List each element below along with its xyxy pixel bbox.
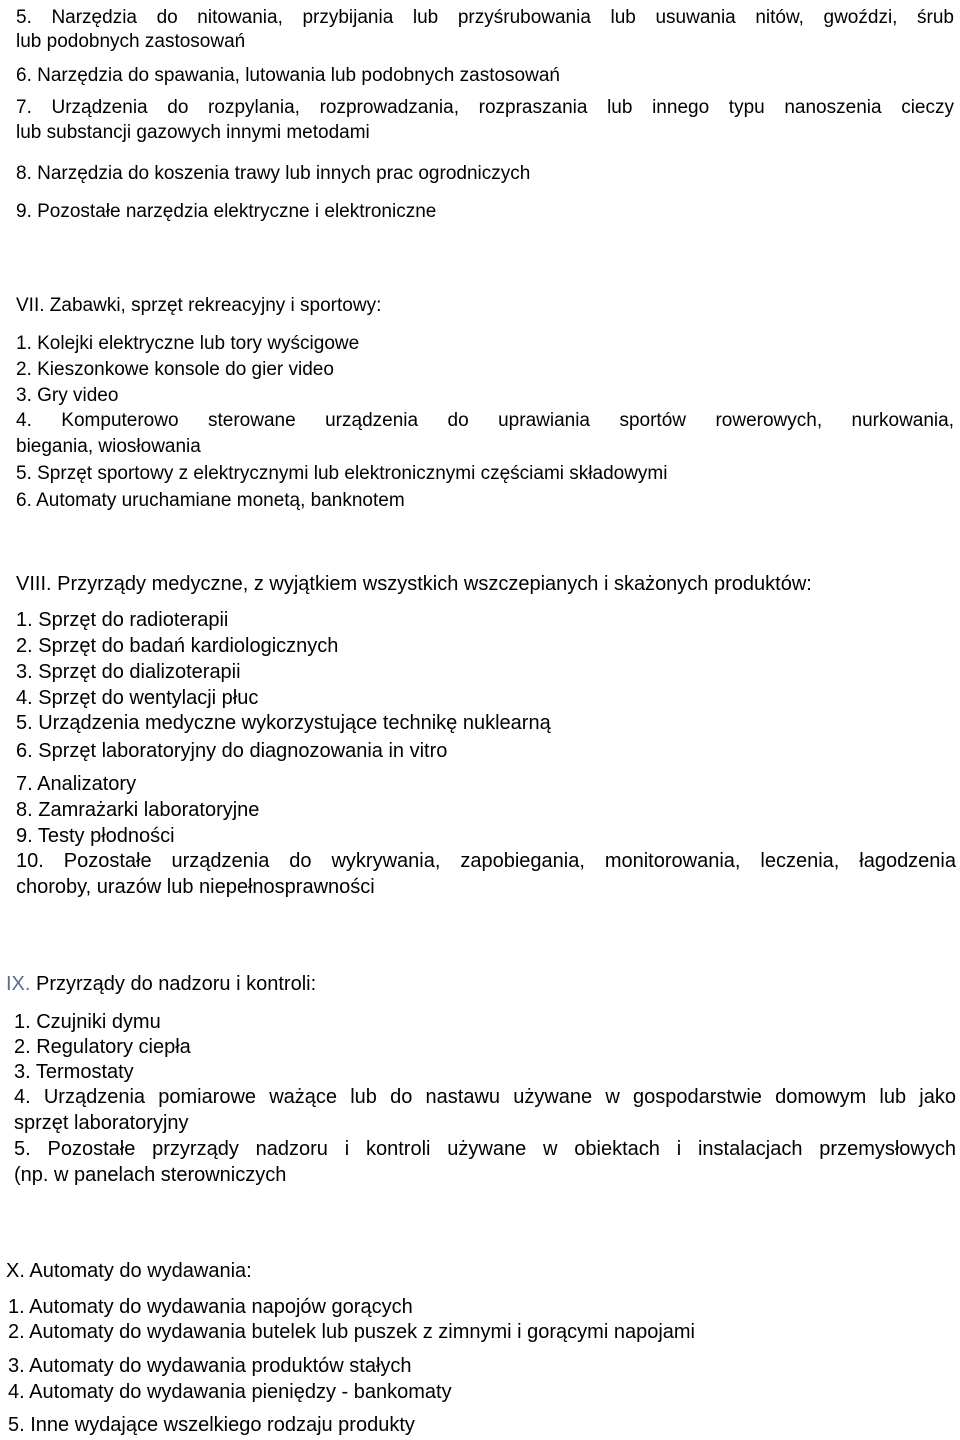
list-item: 5. Narzędzia do nitowania, przybijania lub przyśrubowania lub usuwania nitów, gwoździ, śrub — [16, 7, 954, 28]
list-item: 2. Regulatory ciepła — [14, 1036, 191, 1058]
list-item: 8. Narzędzia do koszenia trawy lub innych prac ogrodniczych — [16, 163, 531, 184]
list-item: lub podobnych zastosowań — [16, 31, 246, 52]
list-item: 7. Analizatory — [16, 773, 137, 795]
list-item: sprzęt laboratoryjny — [14, 1112, 189, 1134]
list-item: 6. Automaty uruchamiane monetą, banknotem — [16, 490, 405, 511]
list-item: lub substancji gazowych innymi metodami — [16, 122, 370, 143]
section-heading — [6, 974, 316, 994]
list-item: 4. Komputerowo sterowane urządzenia do uprawiania sportów rowerowych, nurkowania, — [16, 410, 954, 431]
section-heading: VII. Zabawki, sprzęt rekreacyjny i sportowy: — [16, 295, 382, 316]
list-item: 4. Automaty do wydawania pieniędzy - bankomaty — [8, 1381, 452, 1403]
section-heading: VIII. Przyrządy medyczne, z wyjątkiem wszystkich wszczepianych i skażonych produktów: — [16, 573, 812, 595]
list-item: 2. Kieszonkowe konsole do gier video — [16, 359, 334, 380]
list-item: 1. Kolejki elektryczne lub tory wyścigowe — [16, 333, 360, 354]
list-item: biegania, wiosłowania — [16, 436, 201, 457]
list-item: 6. Narzędzia do spawania, lutowania lub podobnych zastosowań — [16, 65, 560, 86]
list-item: 3. Automaty do wydawania produktów stałych — [8, 1355, 412, 1377]
list-item: (np. w panelach sterowniczych — [14, 1164, 287, 1186]
list-item: 7. Urządzenia do rozpylania, rozprowadzania, rozpraszania lub innego typu nanoszenia cieczy — [16, 97, 954, 118]
list-item: 1. Czujniki dymu — [14, 1011, 161, 1033]
list-item: 3. Termostaty — [14, 1061, 134, 1083]
list-item: 5. Sprzęt sportowy z elektrycznymi lub elektronicznymi częściami składowymi — [16, 463, 668, 484]
list-item: 5. Urządzenia medyczne wykorzystujące technikę nuklearną — [16, 712, 551, 734]
list-item: choroby, urazów lub niepełnosprawności — [16, 876, 375, 898]
section-title: Przyrządy do nadzoru i kontroli: — [36, 973, 317, 995]
list-item: 3. Gry video — [16, 385, 119, 406]
list-item: 5. Inne wydające wszelkiego rodzaju produkty — [8, 1414, 415, 1436]
list-item: 1. Automaty do wydawania napojów gorących — [8, 1296, 413, 1318]
list-item: 2. Automaty do wydawania butelek lub puszek z zimnymi i gorącymi napojami — [8, 1321, 695, 1343]
list-item: 5. Pozostałe przyrządy nadzoru i kontroli używane w obiektach i instalacjach przemysłowych — [14, 1138, 956, 1160]
list-item: 9. Pozostałe narzędzia elektryczne i elektroniczne — [16, 201, 437, 222]
list-item: 4. Urządzenia pomiarowe ważące lub do nastawu używane w gospodarstwie domowym lub jako — [14, 1086, 956, 1108]
list-item: 1. Sprzęt do radioterapii — [16, 609, 229, 631]
list-item: 9. Testy płodności — [16, 825, 175, 847]
list-item: 10. Pozostałe urządzenia do wykrywania, zapobiegania, monitorowania, leczenia, łagodzenia — [16, 850, 956, 872]
list-item: 2. Sprzęt do badań kardiologicznych — [16, 635, 339, 657]
list-item: 4. Sprzęt do wentylacji płuc — [16, 687, 259, 709]
list-item: 8. Zamrażarki laboratoryjne — [16, 799, 260, 821]
list-item: 3. Sprzęt do dializoterapii — [16, 661, 241, 683]
list-item: 6. Sprzęt laboratoryjny do diagnozowania in vitro — [16, 740, 448, 762]
section-heading: X. Automaty do wydawania: — [6, 1260, 252, 1282]
section-number: IX. — [6, 973, 31, 995]
